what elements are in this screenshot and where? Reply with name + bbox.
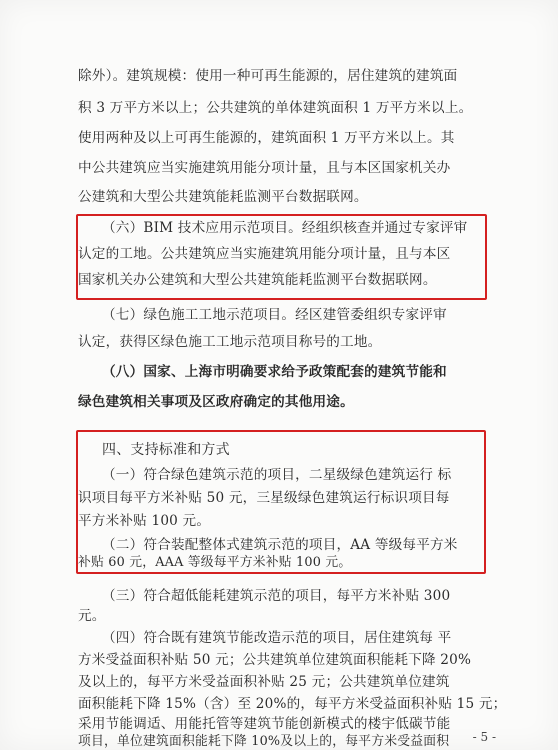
paragraph-line: 使用两种及以上可再生能源的，建筑面积 1 万平方米以上。其 — [78, 130, 455, 146]
page-number: - 5 - — [472, 730, 496, 744]
paragraph-line: （八）国家、上海市明确要求给予政策配套的建筑节能和 — [102, 364, 447, 380]
paragraph-line: 除外）。建筑规模：使用一种可再生能源的，居住建筑的建筑面 — [78, 68, 458, 84]
paragraph-line: 元。 — [78, 608, 106, 624]
section-heading: 四、支持标准和方式 — [102, 442, 230, 458]
paragraph-line: 补贴 60 元，AAA 等级每平方米补贴 100 元。 — [78, 555, 352, 570]
paragraph-line: 面积能耗下降 15%（含）至 20%的，每平方米受益面积补贴 15 元； — [78, 696, 507, 712]
paragraph-line: 积 3 万平方米以上；公共建筑的单体建筑面积 1 万平方米以上。 — [78, 100, 473, 116]
paragraph-line: （一）符合绿色建筑示范的项目，二星级绿色建筑运行 标 — [102, 467, 452, 483]
paragraph-line: 及以上的，每平方米受益面积补贴 25 元；公共建筑单位建筑 — [78, 674, 450, 690]
paragraph-line: 绿色建筑相关事项及区政府确定的其他用途。 — [78, 394, 354, 410]
paragraph-line: 国家机关办公建筑和大型公共建筑能耗监测平台数据联网。 — [78, 272, 437, 288]
paragraph-line: 项目，单位建筑面积能耗下降 10%及以上的，每平方米受益面积 — [78, 734, 450, 749]
paragraph-line: 识项目每平方米补贴 50 元，三星级绿色建筑运行标识项目每 — [78, 490, 450, 506]
paragraph-line: （二）符合装配整体式建筑示范的项目，AA 等级每平方米 — [102, 537, 458, 553]
paragraph-line: （四）符合既有建筑节能改造示范的项目，居住建筑每 平 — [102, 630, 452, 646]
paragraph-line: 采用节能调适、用能托管等建筑节能创新模式的楼宇低碳节能 — [78, 716, 451, 732]
paragraph-line: 平方米补贴 100 元。 — [78, 513, 211, 529]
paragraph-line: （六）BIM 技术应用示范项目。经组织核查并通过专家评审 — [102, 220, 468, 236]
paragraph-line: 方米受益面积补贴 50 元；公共建筑单位建筑面积能耗下降 20% — [78, 652, 472, 668]
paragraph-line: 公建筑和大型公共建筑能耗监测平台数据联网。 — [78, 189, 368, 205]
paragraph-line: （七）绿色施工工地示范项目。经区建管委组织专家评审 — [102, 307, 447, 323]
paragraph-line: （三）符合超低能耗建筑示范的项目，每平方米补贴 300 — [102, 588, 451, 604]
paragraph-line: 中公共建筑应当实施建筑用能分项计量，且与本区国家机关办 — [78, 160, 451, 176]
paragraph-line: 认定，获得区绿色施工工地示范项目称号的工地。 — [78, 334, 382, 350]
paragraph-line: 认定的工地。公共建筑应当实施建筑用能分项计量，且与本区 — [78, 246, 451, 262]
